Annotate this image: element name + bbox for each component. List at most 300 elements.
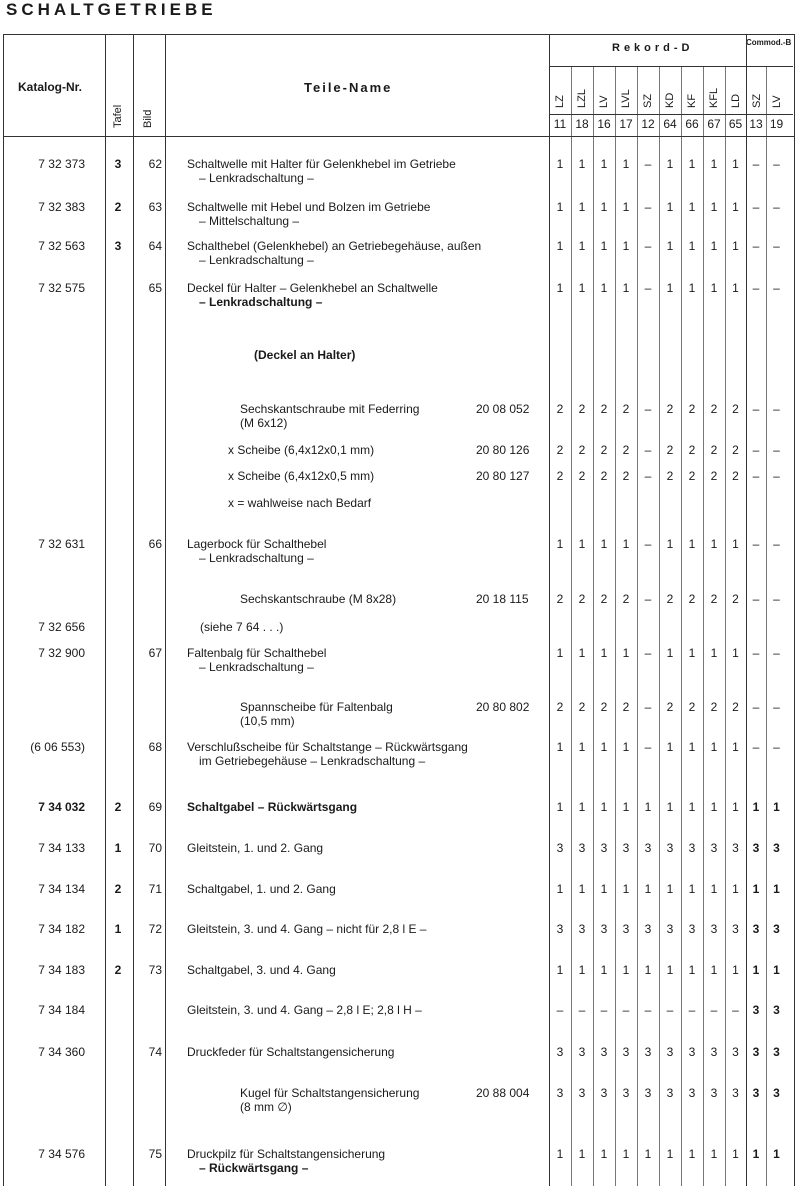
quantity-cell: 3 [578,1045,586,1059]
bild-value: 65 [148,281,162,295]
quantity-cell: 1 [710,1147,718,1161]
quantity-cell: 2 [556,443,564,457]
part-name [240,592,396,606]
quantity-cell: 1 [556,740,564,754]
divider-vertical [593,66,594,1186]
quantity-cell: 1 [710,646,718,660]
quantity-cell: – [773,592,780,606]
part-name-line2: (10,5 mm) [240,714,295,728]
quantity-cell: – [644,402,652,416]
quantity-cell: 1 [688,537,696,551]
divider-vertical [165,34,166,1186]
quantity-cell: 1 [622,281,630,295]
part-name-line2: (8 mm ∅) [240,1100,292,1114]
part-number: 20 18 115 [476,592,529,606]
divider-vertical [681,66,682,1186]
quantity-cell: 2 [666,700,674,714]
quantity-cell: 1 [732,157,739,171]
quantity-cell: 2 [600,700,608,714]
part-name-line1: (Deckel an Halter) [254,348,356,362]
part-name-line1: Gleitstein, 1. und 2. Gang [187,841,324,855]
quantity-cell: 1 [732,740,739,754]
quantity-cell: – [752,700,760,714]
quantity-cell: 2 [556,700,564,714]
katalog-number: 7 34 183 [38,963,85,977]
quantity-cell: – [773,646,780,660]
quantity-cell: 1 [666,963,674,977]
katalog-number: 7 34 134 [38,882,85,896]
quantity-cell: – [644,1003,652,1017]
quantity-cell: 3 [773,1045,780,1059]
quantity-cell: 1 [732,200,739,214]
quantity-cell: 3 [666,841,674,855]
quantity-cell: – [752,646,760,660]
bild-value: 64 [148,239,162,253]
quantity-cell: 3 [752,841,760,855]
tafel-value: 1 [114,841,122,855]
quantity-cell: 1 [666,537,674,551]
quantity-cell: – [752,200,760,214]
quantity-cell: 2 [688,443,696,457]
quantity-cell: 2 [578,592,586,606]
quantity-cell: – [644,592,652,606]
quantity-cell: 1 [600,537,608,551]
quantity-cell: – [666,1003,674,1017]
quantity-cell: 2 [556,402,564,416]
quantity-cell: 1 [732,646,739,660]
quantity-cell: 1 [710,882,718,896]
part-name [187,963,336,977]
part-name-line2: im Getriebegehäuse – Lenkradschaltung – [199,754,426,768]
quantity-cell: 1 [644,963,652,977]
divider-vertical [615,66,616,1186]
quantity-cell: 3 [710,1086,718,1100]
quantity-cell: 2 [622,700,630,714]
quantity-cell: 3 [773,1086,780,1100]
quantity-cell: 3 [666,1045,674,1059]
part-name [187,740,468,768]
part-number: 20 80 126 [476,443,530,457]
quantity-cell: 1 [666,200,674,214]
quantity-cell: 2 [600,402,608,416]
bild-value: 67 [148,646,162,660]
quantity-cell: 2 [710,443,718,457]
part-name-line1: Spannscheibe für Faltenbalg [240,700,393,714]
quantity-cell: – [773,200,780,214]
katalog-number: 7 32 900 [38,646,85,660]
part-name [187,646,326,674]
tafel-value: 2 [114,882,122,896]
quantity-cell: 1 [688,239,696,253]
quantity-cell: 1 [752,963,760,977]
katalog-number: 7 34 133 [38,841,85,855]
quantity-cell: 3 [666,922,674,936]
quantity-cell: 2 [600,592,608,606]
tafel-value: 2 [114,200,122,214]
part-name-line1: Schalthebel (Gelenkhebel) an Getriebegehäuse, außen [187,239,482,253]
bild-value: 74 [148,1045,162,1059]
quantity-cell: 1 [752,800,760,814]
quantity-cell: – [644,646,652,660]
part-name [187,537,326,565]
quantity-cell: 1 [710,157,718,171]
part-number: 20 08 052 [476,402,530,416]
quantity-cell: – [644,537,652,551]
quantity-cell: 3 [644,922,652,936]
quantity-cell: 1 [732,963,739,977]
quantity-cell: 1 [688,200,696,214]
divider-vertical [637,66,638,1186]
quantity-cell: 1 [732,800,739,814]
part-name-line1: x = wahlweise nach Bedarf [228,496,372,510]
part-number: 20 80 802 [476,700,530,714]
part-name-line2: – Lenkradschaltung – [199,253,314,267]
quantity-cell: – [773,469,780,483]
quantity-cell: 1 [556,537,564,551]
quantity-cell: 2 [710,700,718,714]
quantity-cell: 3 [556,922,564,936]
quantity-cell: 1 [578,800,586,814]
model-code-header: LV [771,95,783,108]
quantity-cell: 1 [622,740,630,754]
quantity-cell: 3 [732,1045,739,1059]
quantity-cell: 1 [732,281,739,295]
quantity-cell: 1 [666,1147,674,1161]
quantity-cell: – [752,281,760,295]
part-name-line1: Schaltwelle mit Halter für Gelenkhebel im Getriebe [187,157,456,171]
quantity-cell: 1 [710,800,718,814]
part-name-line1: Verschlußscheibe für Schaltstange – Rückwärtsgang [187,740,468,754]
model-code-header: KFL [708,87,720,108]
quantity-cell: 3 [710,922,718,936]
part-name [187,200,430,228]
quantity-cell: – [644,281,652,295]
quantity-cell: 1 [578,1147,586,1161]
quantity-cell: 3 [688,1086,696,1100]
quantity-cell: 1 [688,963,696,977]
quantity-cell: – [644,239,652,253]
model-code-header: LZ [554,95,566,108]
divider-vertical [549,34,550,1186]
divider-vertical [766,66,767,1186]
model-code-header: LZL [576,89,588,108]
quantity-cell: 1 [622,200,630,214]
tafel-value: 3 [114,157,122,171]
quantity-cell: – [773,281,780,295]
quantity-cell: 1 [556,646,564,660]
quantity-cell: 1 [622,646,630,660]
quantity-cell: 2 [688,402,696,416]
part-name [240,1086,419,1114]
quantity-cell: 2 [556,592,564,606]
header-teile-name: Teile-Name [304,80,393,95]
part-name [254,348,355,362]
part-name-line2: – Lenkradschaltung – [199,295,323,309]
part-name-line1: Gleitstein, 3. und 4. Gang – nicht für 2,8 l E – [187,922,427,936]
part-name-line1: (siehe 7 64 . . .) [200,620,284,634]
quantity-cell: 1 [644,800,652,814]
divider-vertical [725,66,726,1186]
quantity-cell: 2 [622,592,630,606]
quantity-cell: 2 [666,443,674,457]
quantity-cell: 2 [666,592,674,606]
model-code-header: KF [686,93,698,108]
quantity-cell: 2 [688,592,696,606]
quantity-cell: 1 [773,1147,780,1161]
quantity-cell: 3 [688,841,696,855]
divider-vertical [133,34,134,1186]
part-name-line2: – Lenkradschaltung – [199,171,314,185]
quantity-cell: 3 [556,1045,564,1059]
quantity-cell: 1 [732,1147,739,1161]
quantity-cell: 1 [556,239,564,253]
quantity-cell: 1 [600,281,608,295]
quantity-cell: 3 [600,1045,608,1059]
quantity-cell: 3 [556,1086,564,1100]
katalog-number: 7 32 383 [38,200,85,214]
quantity-cell: 2 [578,700,586,714]
divider-vertical [703,66,704,1186]
quantity-cell: 1 [666,281,674,295]
divider-horizontal [549,114,793,115]
quantity-cell: – [752,740,760,754]
quantity-cell: 1 [688,157,696,171]
quantity-cell: – [556,1003,564,1017]
quantity-cell: 1 [710,537,718,551]
quantity-cell: 1 [600,200,608,214]
quantity-cell: 1 [666,740,674,754]
quantity-cell: 3 [732,1086,739,1100]
tafel-value: 3 [114,239,122,253]
part-name-line1: x Scheibe (6,4x12x0,1 mm) [228,443,375,457]
quantity-cell: 1 [688,882,696,896]
bild-value: 63 [148,200,162,214]
model-number-header: 13 [749,117,763,131]
quantity-cell: – [773,537,780,551]
quantity-cell: – [644,443,652,457]
part-name-line2: – Rückwärtsgang – [199,1161,309,1175]
bild-value: 62 [148,157,162,171]
quantity-cell: 1 [556,1147,564,1161]
part-name [187,1045,394,1059]
quantity-cell: 3 [710,841,718,855]
quantity-cell: 1 [600,646,608,660]
bild-value: 69 [148,800,162,814]
quantity-cell: 2 [732,700,739,714]
quantity-cell: 1 [666,800,674,814]
quantity-cell: 3 [578,841,586,855]
divider-vertical [571,66,572,1186]
quantity-cell: – [732,1003,739,1017]
divider-vertical [746,34,747,1186]
quantity-cell: 3 [688,1045,696,1059]
quantity-cell: – [644,200,652,214]
quantity-cell: 2 [710,592,718,606]
quantity-cell: 2 [622,443,630,457]
part-name-line1: Schaltgabel, 3. und 4. Gang [187,963,336,977]
quantity-cell: 1 [600,882,608,896]
quantity-cell: 1 [773,882,780,896]
quantity-cell: 1 [622,800,630,814]
part-name-line2: – Lenkradschaltung – [199,551,314,565]
model-code-header: LD [730,93,742,108]
quantity-cell: 3 [622,1086,630,1100]
quantity-cell: 1 [622,963,630,977]
quantity-cell: 3 [752,1045,760,1059]
quantity-cell: 1 [688,646,696,660]
quantity-cell: 2 [732,469,739,483]
quantity-cell: 2 [622,402,630,416]
quantity-cell: 2 [666,469,674,483]
part-name-line1: Deckel für Halter – Gelenkhebel an Schaltwelle [187,281,438,295]
part-name-line1: Druckfeder für Schaltstangensicherung [187,1045,395,1059]
quantity-cell: 1 [556,281,564,295]
quantity-cell: 1 [666,239,674,253]
part-name-line1: Schaltgabel, 1. und 2. Gang [187,882,336,896]
quantity-cell: 1 [710,963,718,977]
katalog-number: 7 32 575 [38,281,85,295]
katalog-number: 7 32 373 [38,157,85,171]
quantity-cell: – [752,402,760,416]
katalog-number: 7 32 563 [38,239,85,253]
quantity-cell: 2 [732,443,739,457]
quantity-cell: 3 [710,1045,718,1059]
quantity-cell: 1 [732,882,739,896]
quantity-cell: 1 [578,281,586,295]
quantity-cell: 2 [688,469,696,483]
quantity-cell: – [600,1003,608,1017]
quantity-cell: 3 [556,841,564,855]
quantity-cell: – [622,1003,630,1017]
quantity-cell: – [644,469,652,483]
quantity-cell: 1 [622,1147,630,1161]
quantity-cell: – [644,700,652,714]
part-name-line1: Faltenbalg für Schalthebel [187,646,327,660]
quantity-cell: – [773,740,780,754]
quantity-cell: 1 [556,157,564,171]
quantity-cell: 2 [578,402,586,416]
quantity-cell: 1 [773,963,780,977]
bild-value: 71 [148,882,162,896]
bild-value: 75 [148,1147,162,1161]
quantity-cell: 1 [666,157,674,171]
part-name-line1: Schaltwelle mit Hebel und Bolzen im Getriebe [187,200,431,214]
quantity-cell: 1 [666,646,674,660]
part-name [228,443,374,457]
quantity-cell: – [752,239,760,253]
quantity-cell: 3 [644,841,652,855]
quantity-cell: 3 [732,922,739,936]
quantity-cell: 3 [644,1086,652,1100]
part-name [240,402,419,430]
quantity-cell: 3 [773,841,780,855]
quantity-cell: 3 [752,1003,760,1017]
quantity-cell: 3 [752,1086,760,1100]
part-name-line1: Kugel für Schaltstangensicherung [240,1086,420,1100]
quantity-cell: – [644,740,652,754]
quantity-cell: 1 [644,882,652,896]
quantity-cell: 1 [578,157,586,171]
part-name [187,841,323,855]
katalog-number: 7 34 360 [38,1045,85,1059]
quantity-cell: – [752,537,760,551]
divider-horizontal [3,136,795,137]
quantity-cell: – [773,157,780,171]
quantity-cell: 1 [710,281,718,295]
quantity-cell: 2 [600,443,608,457]
quantity-cell: 1 [644,1147,652,1161]
quantity-cell: 1 [622,882,630,896]
quantity-cell: 1 [600,1147,608,1161]
quantity-cell: 1 [688,1147,696,1161]
bild-value: 66 [148,537,162,551]
part-name [187,882,336,896]
bild-value: 72 [148,922,162,936]
part-name-line1: Sechskantschraube (M 8x28) [240,592,397,606]
model-number-header: 66 [685,117,699,131]
quantity-cell: 1 [710,239,718,253]
part-name [228,496,371,510]
quantity-cell: 1 [578,646,586,660]
quantity-cell: 1 [688,800,696,814]
quantity-cell: – [773,700,780,714]
part-name [187,239,481,267]
quantity-cell: 3 [688,922,696,936]
tafel-value: 2 [114,963,122,977]
katalog-number: (6 06 553) [30,740,85,754]
header-tafel: Tafel [112,104,124,128]
quantity-cell: – [773,402,780,416]
quantity-cell: 3 [600,841,608,855]
model-number-header: 65 [728,117,743,131]
part-name-line1: Sechskantschraube mit Federring [240,402,420,416]
quantity-cell: 2 [666,402,674,416]
quantity-cell: 3 [622,1045,630,1059]
header-bild: Bild [142,109,154,128]
katalog-number: 7 34 182 [38,922,85,936]
model-number-header: 18 [575,117,589,131]
quantity-cell: 1 [710,740,718,754]
part-name [187,1147,385,1175]
quantity-cell: 2 [688,700,696,714]
part-name-line1: Lagerbock für Schalthebel [187,537,327,551]
quantity-cell: 1 [578,882,586,896]
bild-value: 70 [148,841,162,855]
header-group-rekord: Rekord-D [612,42,694,54]
model-number-header: 64 [663,117,677,131]
quantity-cell: 3 [622,841,630,855]
quantity-cell: 1 [556,963,564,977]
quantity-cell: 1 [600,800,608,814]
quantity-cell: 2 [622,469,630,483]
quantity-cell: 1 [752,1147,760,1161]
header-group-commodore: Commod.-B [746,38,792,47]
quantity-cell: 2 [556,469,564,483]
quantity-cell: 1 [578,963,586,977]
page-title: SCHALTGETRIEBE [6,0,217,19]
katalog-number: 7 34 184 [38,1003,85,1017]
divider-horizontal [549,66,793,67]
quantity-cell: 1 [600,963,608,977]
quantity-cell: 1 [666,882,674,896]
quantity-cell: 3 [773,1003,780,1017]
quantity-cell: – [688,1003,696,1017]
model-code-header: LVL [620,89,632,108]
quantity-cell: 1 [600,239,608,253]
divider-vertical [105,34,106,1186]
quantity-cell: – [578,1003,586,1017]
part-number: 20 80 127 [476,469,530,483]
